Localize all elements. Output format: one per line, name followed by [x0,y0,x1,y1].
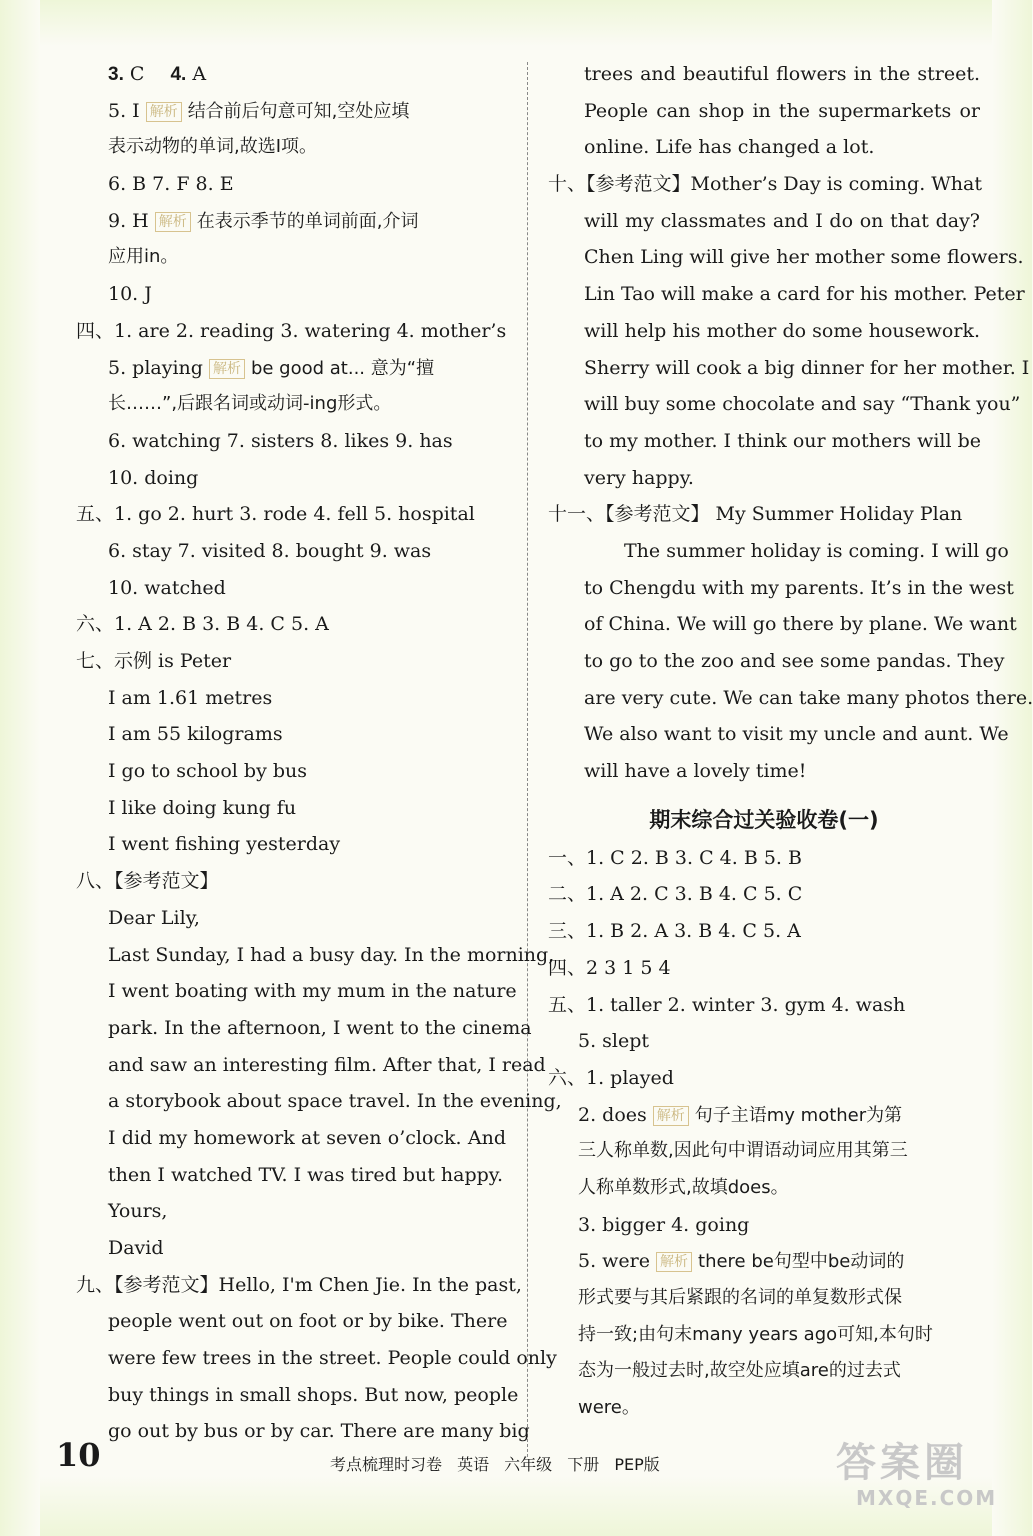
answer-line: online. Life has changed a lot. [584,136,875,159]
answer-line: buy things in small shops. But now, people [108,1383,519,1406]
answer-line: will help his mother do some housework. [584,319,980,342]
answer-line: 5. slept [578,1030,650,1053]
answer-line: 6. watching 7. sisters 8. likes 9. has [108,429,453,452]
answer-line: were。 [578,1397,640,1419]
answer-line: park. In the afternoon, I went to the cinema [108,1016,532,1039]
page-number: 10 [56,1436,101,1474]
analysis-text: 在表示季节的单词前面,介词 [196,210,419,232]
answer-line: 六、1. A 2. B 3. B 4. C 5. A [76,613,329,636]
answer-line: Yours, [108,1200,168,1223]
answer-line: 长……”,后跟名词或动词-ing形式。 [108,393,392,415]
analysis-tag: 解析 [146,102,182,122]
answer-line: 表示动物的单词,故选I项。 [108,136,318,158]
right-column-part1 [548,56,1033,790]
answer-line [76,350,506,387]
answer-line: 五、1. taller 2. winter 3. gym 4. wash [548,993,906,1016]
footer-text: 考点梳理时习卷 英语 六年级 下册 PEP版 [330,1455,660,1474]
answer-line: were few trees in the street. People could only [108,1347,557,1370]
answer-line: 6. B 7. F 8. E [108,173,234,196]
answer-line: 持一致;由句末many years ago可知,本句时 [578,1323,933,1345]
answer-line: to Chengdu with my parents. It’s in the west [584,576,1014,599]
answer-line: The summer holiday is coming. I will go [624,539,1009,562]
answer-line: very happy. [584,466,694,489]
page-border-right [992,0,1032,1536]
answer-line: Dear Lily, [108,906,200,929]
analysis-tag: 解析 [653,1106,689,1126]
answer-line: 八、【参考范文】 [76,870,219,893]
page-border-top [0,0,1032,46]
watermark [836,1440,1016,1530]
answer-line: I went fishing yesterday [108,833,341,856]
analysis-tag: 解析 [656,1252,692,1272]
left-column [76,56,562,1450]
answer-line: then I watched TV. I was tired but happy. [108,1163,504,1186]
answer-line: I did my homework at seven o’clock. And [108,1126,506,1149]
answer-line: 六、1. played [548,1066,674,1089]
answer-line [76,93,506,130]
answer-key: 5. I [108,99,140,122]
answer-key: 2. does [578,1103,647,1126]
answer-line: 四、2 3 1 5 4 [548,956,671,979]
answer-line: will buy some chocolate and say “Thank you” [584,393,1021,416]
answer-line [548,1243,980,1280]
answer-line: 形式要与其后紧跟的名词的单复数形式保 [578,1287,902,1308]
answer-line: 10. doing [108,466,199,489]
answer-line [76,203,506,240]
section-title: 期末综合过关验收卷(一) [649,807,879,832]
answer-key: 5. playing [108,356,203,379]
answer-line: 二、1. A 2. C 3. B 4. C 5. C [548,883,803,906]
answer-line: 九、【参考范文】Hello, I'm Chen Jie. In the past, [76,1273,522,1296]
answer-line: 十一、【参考范文】 My Summer Holiday Plan [548,503,963,526]
answer-line: 五、1. go 2. hurt 3. rode 4. fell 5. hospital [76,503,475,526]
watermark-logo: 答案圈 [836,1440,968,1486]
answer-line: and saw an interesting film. After that, I read [108,1053,546,1076]
answer-line: people went out on foot or by bike. There [108,1310,508,1333]
right-column [548,56,1033,1427]
right-column-part2 [548,840,980,1427]
analysis-text: there be句型中be动词的 [698,1251,905,1273]
answer-line: Sherry will cook a big dinner for her mother. I [584,356,1030,379]
analysis-text: 句子主语my mother为第 [694,1104,903,1126]
answer-line: 3. C 4. A [108,63,207,85]
answer-line: will my classmates and I do on that day? [584,209,980,232]
answer-line: 10. J [108,283,152,306]
analysis-text: be good at... 意为“擅 [250,357,435,379]
answer-line: I go to school by bus [108,760,308,783]
answer-line: a storybook about space travel. In the evening, [108,1090,562,1113]
answer-line: I am 1.61 metres [108,686,273,709]
answer-line: I am 55 kilograms [108,723,283,746]
answer-key: 5. were [578,1250,651,1273]
answer-line: 人称单数形式,故填does。 [578,1176,789,1198]
analysis-text: 结合前后句意可知,空处应填 [187,100,410,122]
answer-line: go out by bus or by car. There are many big [108,1420,530,1443]
answer-line: will have a lovely time! [584,760,807,783]
answer-line: 七、示例 is Peter [76,650,232,672]
answer-line: 3. bigger 4. going [578,1213,750,1236]
analysis-tag: 解析 [155,212,191,232]
answer-line: to my mother. I think our mothers will be [584,429,982,452]
answer-line: David [108,1237,164,1259]
answer-line: 三人称单数,因此句中谓语动词应用其第三 [578,1140,908,1162]
answer-line: 四、1. are 2. reading 3. watering 4. mother’s [76,319,507,342]
answer-line: Chen Ling will give her mother some flowers. [584,246,1024,269]
answer-line: People can shop in the supermarkets or [584,99,980,122]
answer-line: trees and beautiful flowers in the street. [584,63,980,85]
answer-line: We also want to visit my uncle and aunt. We [584,723,1009,746]
answer-line: 态为一般过去时,故空处应填are的过去式 [578,1360,901,1382]
answer-line: Lin Tao will make a card for his mother. Peter [584,283,1025,306]
analysis-tag: 解析 [209,359,245,379]
answer-line: are very cute. We can take many photos there. [584,686,1033,709]
answer-line: 6. stay 7. visited 8. bought 9. was [108,539,432,562]
answer-line [548,1097,980,1134]
answer-line: I like doing kung fu [108,796,297,819]
answer-line: 应用in。 [108,246,179,268]
answer-key: 9. H [108,209,149,232]
answer-line: 一、1. C 2. B 3. C 4. B 5. B [548,846,802,869]
watermark-url: MXQE.COM [856,1486,998,1510]
page-border-left [0,0,40,1536]
answer-line: 三、1. B 2. A 3. B 4. C 5. A [548,920,801,943]
column-divider [527,62,528,1457]
answer-line: to go to the zoo and see some pandas. They [584,650,1005,672]
answer-line: 10. watched [108,576,226,599]
answer-line: 十、【参考范文】Mother’s Day is coming. What [548,173,983,196]
answer-line: Last Sunday, I had a busy day. In the morning, [108,943,555,966]
answer-line: of China. We will go there by plane. We want [584,613,1017,636]
answer-line: I went boating with my mum in the nature [108,980,517,1003]
